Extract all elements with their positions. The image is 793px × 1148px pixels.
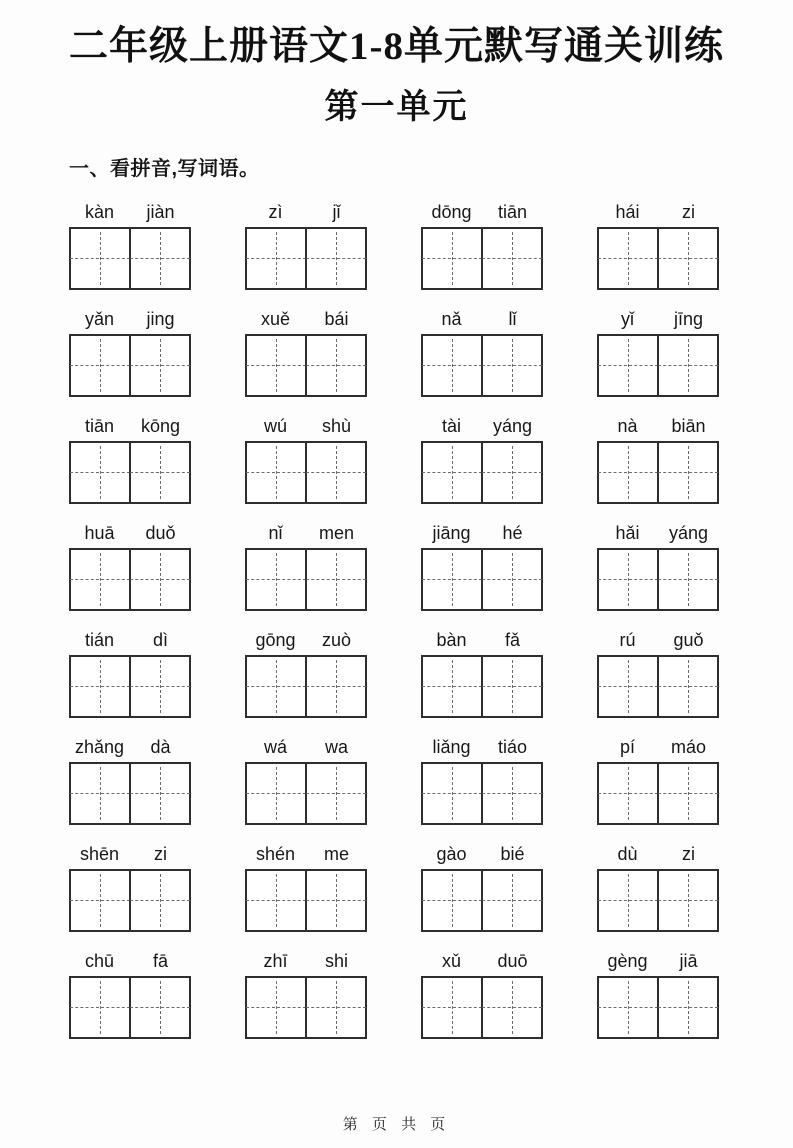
section-heading: 一、看拼音,写词语。 — [69, 157, 260, 180]
writing-cell-1 — [599, 229, 657, 288]
writing-cell-2 — [657, 336, 717, 395]
word-block — [69, 415, 191, 504]
pinyin-label — [245, 522, 367, 544]
writing-box — [421, 976, 543, 1039]
pinyin-syllable-2: hé — [502, 522, 523, 543]
writing-cell-2 — [657, 550, 717, 609]
writing-cell-2 — [481, 550, 541, 609]
writing-box — [597, 869, 719, 932]
writing-cell-2 — [305, 336, 365, 395]
pinyin-syllable-2: fǎ — [504, 629, 520, 650]
writing-cell-1 — [423, 871, 481, 930]
pinyin-label — [245, 415, 367, 437]
writing-cell-1 — [423, 229, 481, 288]
word-block — [245, 522, 367, 611]
pinyin-label — [69, 308, 191, 330]
writing-cell-1 — [71, 978, 129, 1037]
writing-box — [69, 227, 191, 290]
pinyin-label — [69, 736, 191, 758]
writing-cell-1 — [71, 764, 129, 823]
writing-box — [421, 655, 543, 718]
writing-cell-1 — [599, 978, 657, 1037]
pinyin-syllable-1: hái — [615, 201, 640, 222]
pinyin-syllable-2: zi — [682, 843, 695, 864]
writing-box — [245, 334, 367, 397]
writing-cell-1 — [599, 550, 657, 609]
writing-box — [245, 869, 367, 932]
writing-cell-1 — [423, 550, 481, 609]
writing-cell-2 — [129, 764, 189, 823]
writing-cell-2 — [657, 229, 717, 288]
writing-cell-2 — [481, 978, 541, 1037]
writing-cell-1 — [247, 229, 305, 288]
pinyin-syllable-1: shén — [255, 843, 296, 864]
writing-cell-1 — [599, 443, 657, 502]
pinyin-syllable-1: tiān — [84, 415, 115, 436]
writing-box — [421, 227, 543, 290]
word-block — [69, 843, 191, 932]
pinyin-syllable-2: jing — [146, 308, 175, 329]
writing-cell-1 — [423, 764, 481, 823]
pinyin-syllable-2: lǐ — [508, 308, 517, 329]
writing-box — [69, 441, 191, 504]
writing-cell-2 — [481, 229, 541, 288]
pinyin-syllable-1: dōng — [431, 201, 472, 222]
word-block — [69, 522, 191, 611]
pinyin-syllable-2: zi — [682, 201, 695, 222]
word-block — [597, 843, 719, 932]
word-block — [69, 950, 191, 1039]
pinyin-syllable-1: hǎi — [615, 522, 640, 543]
pinyin-syllable-1: yǐ — [621, 308, 634, 329]
writing-cell-2 — [305, 550, 365, 609]
pinyin-label — [245, 308, 367, 330]
word-block — [69, 736, 191, 825]
writing-cell-1 — [599, 871, 657, 930]
writing-cell-2 — [129, 978, 189, 1037]
pinyin-syllable-2: jīng — [673, 308, 704, 329]
writing-box — [597, 334, 719, 397]
writing-cell-1 — [423, 978, 481, 1037]
pinyin-syllable-1: jiāng — [432, 522, 471, 543]
writing-cell-1 — [71, 336, 129, 395]
pinyin-label — [597, 415, 719, 437]
pinyin-syllable-2: me — [323, 843, 349, 864]
writing-cell-2 — [129, 871, 189, 930]
pinyin-syllable-1: tài — [441, 415, 461, 436]
writing-cell-2 — [305, 764, 365, 823]
writing-cell-1 — [599, 764, 657, 823]
writing-cell-1 — [247, 657, 305, 716]
pinyin-syllable-2: men — [318, 522, 354, 543]
pinyin-syllable-2: wa — [324, 736, 348, 757]
pinyin-syllable-1: zì — [268, 201, 283, 222]
word-block — [245, 201, 367, 290]
pinyin-label — [421, 415, 543, 437]
pinyin-label — [597, 308, 719, 330]
writing-box — [597, 548, 719, 611]
pinyin-label — [69, 201, 191, 223]
pinyin-syllable-2: jiā — [679, 950, 698, 971]
pinyin-syllable-2: duō — [497, 950, 528, 971]
pinyin-syllable-1: nǐ — [268, 522, 283, 543]
writing-box — [245, 976, 367, 1039]
pinyin-syllable-1: zhī — [263, 950, 288, 971]
pinyin-syllable-1: nǎ — [441, 308, 462, 329]
word-block — [69, 201, 191, 290]
pinyin-syllable-1: wú — [263, 415, 287, 436]
pinyin-label — [245, 843, 367, 865]
word-block — [245, 629, 367, 718]
writing-cell-1 — [247, 978, 305, 1037]
writing-cell-2 — [657, 871, 717, 930]
pinyin-syllable-2: kōng — [140, 415, 181, 436]
writing-cell-1 — [71, 443, 129, 502]
pinyin-syllable-2: bié — [500, 843, 525, 864]
pinyin-syllable-2: bái — [324, 308, 349, 329]
writing-box — [69, 334, 191, 397]
word-block — [597, 736, 719, 825]
word-block — [597, 415, 719, 504]
writing-box — [421, 869, 543, 932]
word-block — [421, 308, 543, 397]
pinyin-syllable-1: pí — [619, 736, 635, 757]
writing-cell-2 — [481, 336, 541, 395]
pinyin-syllable-1: dù — [617, 843, 638, 864]
pinyin-label — [69, 522, 191, 544]
pinyin-label — [69, 415, 191, 437]
pinyin-syllable-2: jiàn — [146, 201, 175, 222]
word-block — [245, 736, 367, 825]
pinyin-syllable-1: rú — [619, 629, 636, 650]
writing-cell-1 — [247, 764, 305, 823]
writing-cell-1 — [599, 657, 657, 716]
writing-cell-1 — [423, 336, 481, 395]
pinyin-syllable-1: nà — [617, 415, 638, 436]
writing-box — [245, 762, 367, 825]
writing-cell-2 — [305, 229, 365, 288]
pinyin-label — [245, 950, 367, 972]
writing-cell-1 — [247, 336, 305, 395]
writing-cell-1 — [71, 871, 129, 930]
writing-box — [597, 655, 719, 718]
writing-box — [421, 548, 543, 611]
writing-cell-2 — [305, 443, 365, 502]
pinyin-syllable-1: tián — [84, 629, 115, 650]
writing-box — [245, 655, 367, 718]
pinyin-syllable-2: jǐ — [332, 201, 341, 222]
pinyin-syllable-2: zuò — [321, 629, 352, 650]
pinyin-syllable-2: duǒ — [145, 522, 176, 543]
writing-box — [69, 762, 191, 825]
pinyin-syllable-1: wá — [263, 736, 287, 757]
word-block — [245, 308, 367, 397]
pinyin-syllable-2: zi — [154, 843, 167, 864]
writing-box — [69, 548, 191, 611]
word-block — [421, 736, 543, 825]
writing-cell-2 — [481, 871, 541, 930]
writing-cell-2 — [657, 978, 717, 1037]
page-title: 二年级上册语文1-8单元默写通关训练 — [69, 25, 724, 68]
writing-cell-2 — [129, 550, 189, 609]
writing-cell-2 — [129, 657, 189, 716]
writing-cell-2 — [129, 336, 189, 395]
pinyin-syllable-2: tiān — [497, 201, 528, 222]
writing-cell-2 — [481, 764, 541, 823]
pinyin-label — [245, 629, 367, 651]
word-block — [421, 522, 543, 611]
word-grid — [69, 201, 719, 1039]
writing-box — [597, 227, 719, 290]
word-block — [421, 201, 543, 290]
pinyin-syllable-2: shi — [324, 950, 348, 971]
pinyin-syllable-2: guǒ — [673, 629, 704, 650]
pinyin-label — [597, 950, 719, 972]
word-block — [69, 308, 191, 397]
word-block — [421, 950, 543, 1039]
word-block — [421, 629, 543, 718]
pinyin-syllable-1: gèng — [607, 950, 648, 971]
writing-box — [421, 762, 543, 825]
pinyin-label — [597, 201, 719, 223]
pinyin-label — [421, 950, 543, 972]
writing-cell-1 — [71, 229, 129, 288]
pinyin-label — [597, 736, 719, 758]
word-block — [597, 629, 719, 718]
word-block — [597, 201, 719, 290]
writing-cell-2 — [481, 443, 541, 502]
writing-cell-2 — [481, 657, 541, 716]
pinyin-syllable-2: shù — [321, 415, 352, 436]
pinyin-syllable-1: shēn — [79, 843, 120, 864]
pinyin-syllable-2: yáng — [492, 415, 533, 436]
writing-box — [69, 976, 191, 1039]
writing-cell-1 — [247, 871, 305, 930]
writing-cell-2 — [129, 229, 189, 288]
word-block — [245, 415, 367, 504]
pinyin-syllable-2: dà — [150, 736, 171, 757]
pinyin-syllable-1: yǎn — [84, 308, 115, 329]
word-block — [597, 522, 719, 611]
pinyin-syllable-1: xǔ — [441, 950, 461, 971]
word-block — [245, 843, 367, 932]
pinyin-syllable-1: zhǎng — [74, 736, 125, 757]
writing-cell-1 — [423, 443, 481, 502]
pinyin-label — [421, 629, 543, 651]
word-block — [597, 308, 719, 397]
writing-cell-1 — [599, 336, 657, 395]
pinyin-syllable-1: liǎng — [432, 736, 471, 757]
pinyin-syllable-2: dì — [152, 629, 168, 650]
pinyin-label — [421, 736, 543, 758]
word-block — [597, 950, 719, 1039]
writing-cell-1 — [423, 657, 481, 716]
pinyin-label — [597, 629, 719, 651]
pinyin-label — [69, 950, 191, 972]
writing-cell-2 — [129, 443, 189, 502]
writing-box — [69, 655, 191, 718]
pinyin-label — [421, 308, 543, 330]
writing-cell-2 — [305, 657, 365, 716]
writing-cell-1 — [247, 443, 305, 502]
writing-cell-1 — [71, 657, 129, 716]
writing-cell-2 — [305, 978, 365, 1037]
pinyin-label — [69, 629, 191, 651]
pinyin-label — [597, 843, 719, 865]
pinyin-syllable-1: xuě — [260, 308, 291, 329]
writing-box — [69, 869, 191, 932]
word-block — [245, 950, 367, 1039]
writing-box — [421, 441, 543, 504]
pinyin-label — [421, 843, 543, 865]
word-block — [69, 629, 191, 718]
pinyin-label — [245, 201, 367, 223]
pinyin-label — [69, 843, 191, 865]
pinyin-syllable-2: biān — [671, 415, 706, 436]
writing-box — [421, 334, 543, 397]
word-block — [421, 415, 543, 504]
writing-cell-2 — [657, 657, 717, 716]
pinyin-syllable-2: tiáo — [497, 736, 528, 757]
writing-box — [597, 976, 719, 1039]
pinyin-syllable-2: fā — [152, 950, 168, 971]
word-block — [421, 843, 543, 932]
pinyin-label — [245, 736, 367, 758]
writing-box — [245, 227, 367, 290]
pinyin-syllable-1: chū — [84, 950, 115, 971]
writing-box — [597, 441, 719, 504]
writing-box — [245, 441, 367, 504]
pinyin-syllable-2: yáng — [668, 522, 709, 543]
pinyin-label — [421, 522, 543, 544]
pinyin-syllable-1: gào — [436, 843, 467, 864]
page-footer: 第 页 共 页 — [342, 1116, 451, 1133]
writing-cell-1 — [71, 550, 129, 609]
writing-box — [597, 762, 719, 825]
writing-cell-1 — [247, 550, 305, 609]
writing-box — [245, 548, 367, 611]
pinyin-label — [421, 201, 543, 223]
page-subtitle: 第一单元 — [324, 88, 469, 126]
pinyin-syllable-1: huā — [84, 522, 115, 543]
pinyin-syllable-1: bàn — [436, 629, 467, 650]
pinyin-syllable-2: máo — [670, 736, 706, 757]
pinyin-syllable-1: kàn — [84, 201, 115, 222]
writing-cell-2 — [657, 764, 717, 823]
pinyin-label — [597, 522, 719, 544]
writing-cell-2 — [305, 871, 365, 930]
writing-cell-2 — [657, 443, 717, 502]
pinyin-syllable-1: gōng — [255, 629, 296, 650]
